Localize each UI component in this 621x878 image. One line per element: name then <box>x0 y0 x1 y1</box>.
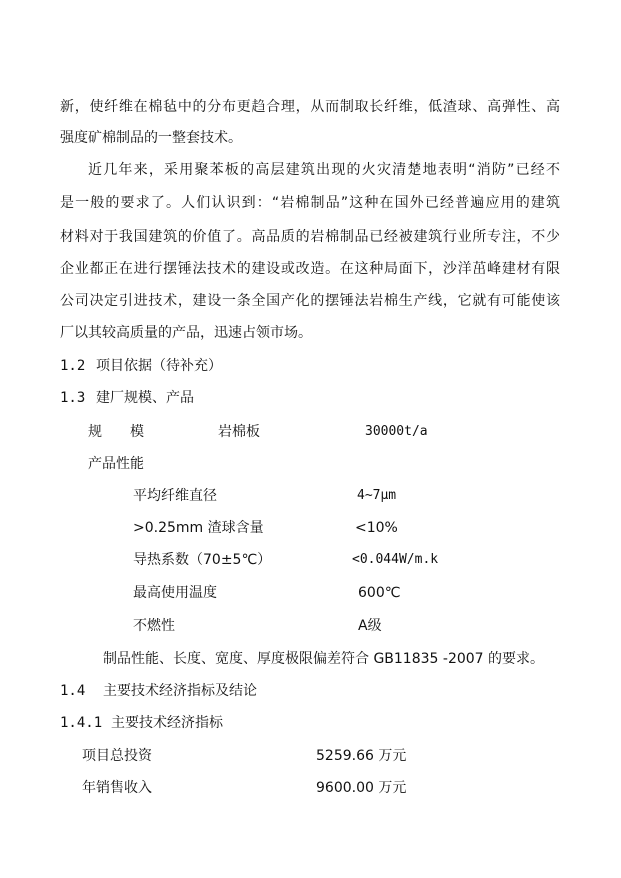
indicator-name: 项目总投资 <box>82 748 152 764</box>
performance-value: A级 <box>358 618 382 634</box>
scale-product: 岩棉板 <box>218 424 260 440</box>
section-number: 1.2 <box>60 358 86 374</box>
performance-heading: 产品性能 <box>88 456 144 472</box>
section-number: 1.4.1 <box>60 715 103 731</box>
paragraph-line: 企业都正在进行摆锤法技术的建设或改造。在这种局面下，沙洋茁峰建材有限 <box>60 261 560 277</box>
performance-value: 4~7μm <box>357 488 397 503</box>
indicator-name: 年销售收入 <box>82 780 152 796</box>
performance-name: 最高使用温度 <box>133 585 217 601</box>
indicator-value: 9600.00 万元 <box>316 780 407 796</box>
paragraph-line: 厂以其较高质量的产品，迅速占领市场。 <box>60 325 312 341</box>
paragraph-line: 材料对于我国建筑的价值了。高品质的岩棉制品已经被建筑行业所专注，不少 <box>60 229 560 245</box>
performance-value: <0.044W/m.k <box>352 552 439 567</box>
performance-name: >0.25mm 渣球含量 <box>133 520 264 536</box>
section-number: 1.4 <box>60 683 86 699</box>
paragraph-line: 强度矿棉制品的一整套技术。 <box>60 130 242 146</box>
section-number: 1.3 <box>60 390 86 406</box>
performance-note: 制品性能、长度、宽度、厚度极限偏差符合 GB11835 -2007 的要求。 <box>103 651 545 667</box>
paragraph-line: 是一般的要求了。人们认识到：“岩棉制品”这种在国外已经普遍应用的建筑 <box>60 195 560 211</box>
performance-name: 平均纤维直径 <box>133 488 217 504</box>
indicator-value: 5259.66 万元 <box>316 748 407 764</box>
scale-label: 规 模 <box>88 424 144 440</box>
section-title: 主要技术经济指标及结论 <box>103 683 257 699</box>
section-title: 主要技术经济指标 <box>111 715 223 731</box>
paragraph-line: 新，使纤维在棉毡中的分布更趋合理，从而制取长纤维，低渣球、高弹性、高 <box>60 99 560 115</box>
performance-value: <10% <box>355 520 398 536</box>
paragraph-line: 近几年来，采用聚苯板的高层建筑出现的火灾清楚地表明“消防”已经不 <box>88 162 560 178</box>
performance-name: 导热系数（70±5℃） <box>133 552 272 568</box>
performance-name: 不燃性 <box>133 618 175 634</box>
section-title: 项目依据（待补充） <box>96 358 222 374</box>
performance-value: 600℃ <box>358 585 401 601</box>
scale-value: 30000t/a <box>365 424 428 439</box>
paragraph-line: 公司决定引进技术，建设一条全国产化的摆锤法岩棉生产线，它就有可能使该 <box>60 293 560 309</box>
section-title: 建厂规模、产品 <box>96 390 194 406</box>
